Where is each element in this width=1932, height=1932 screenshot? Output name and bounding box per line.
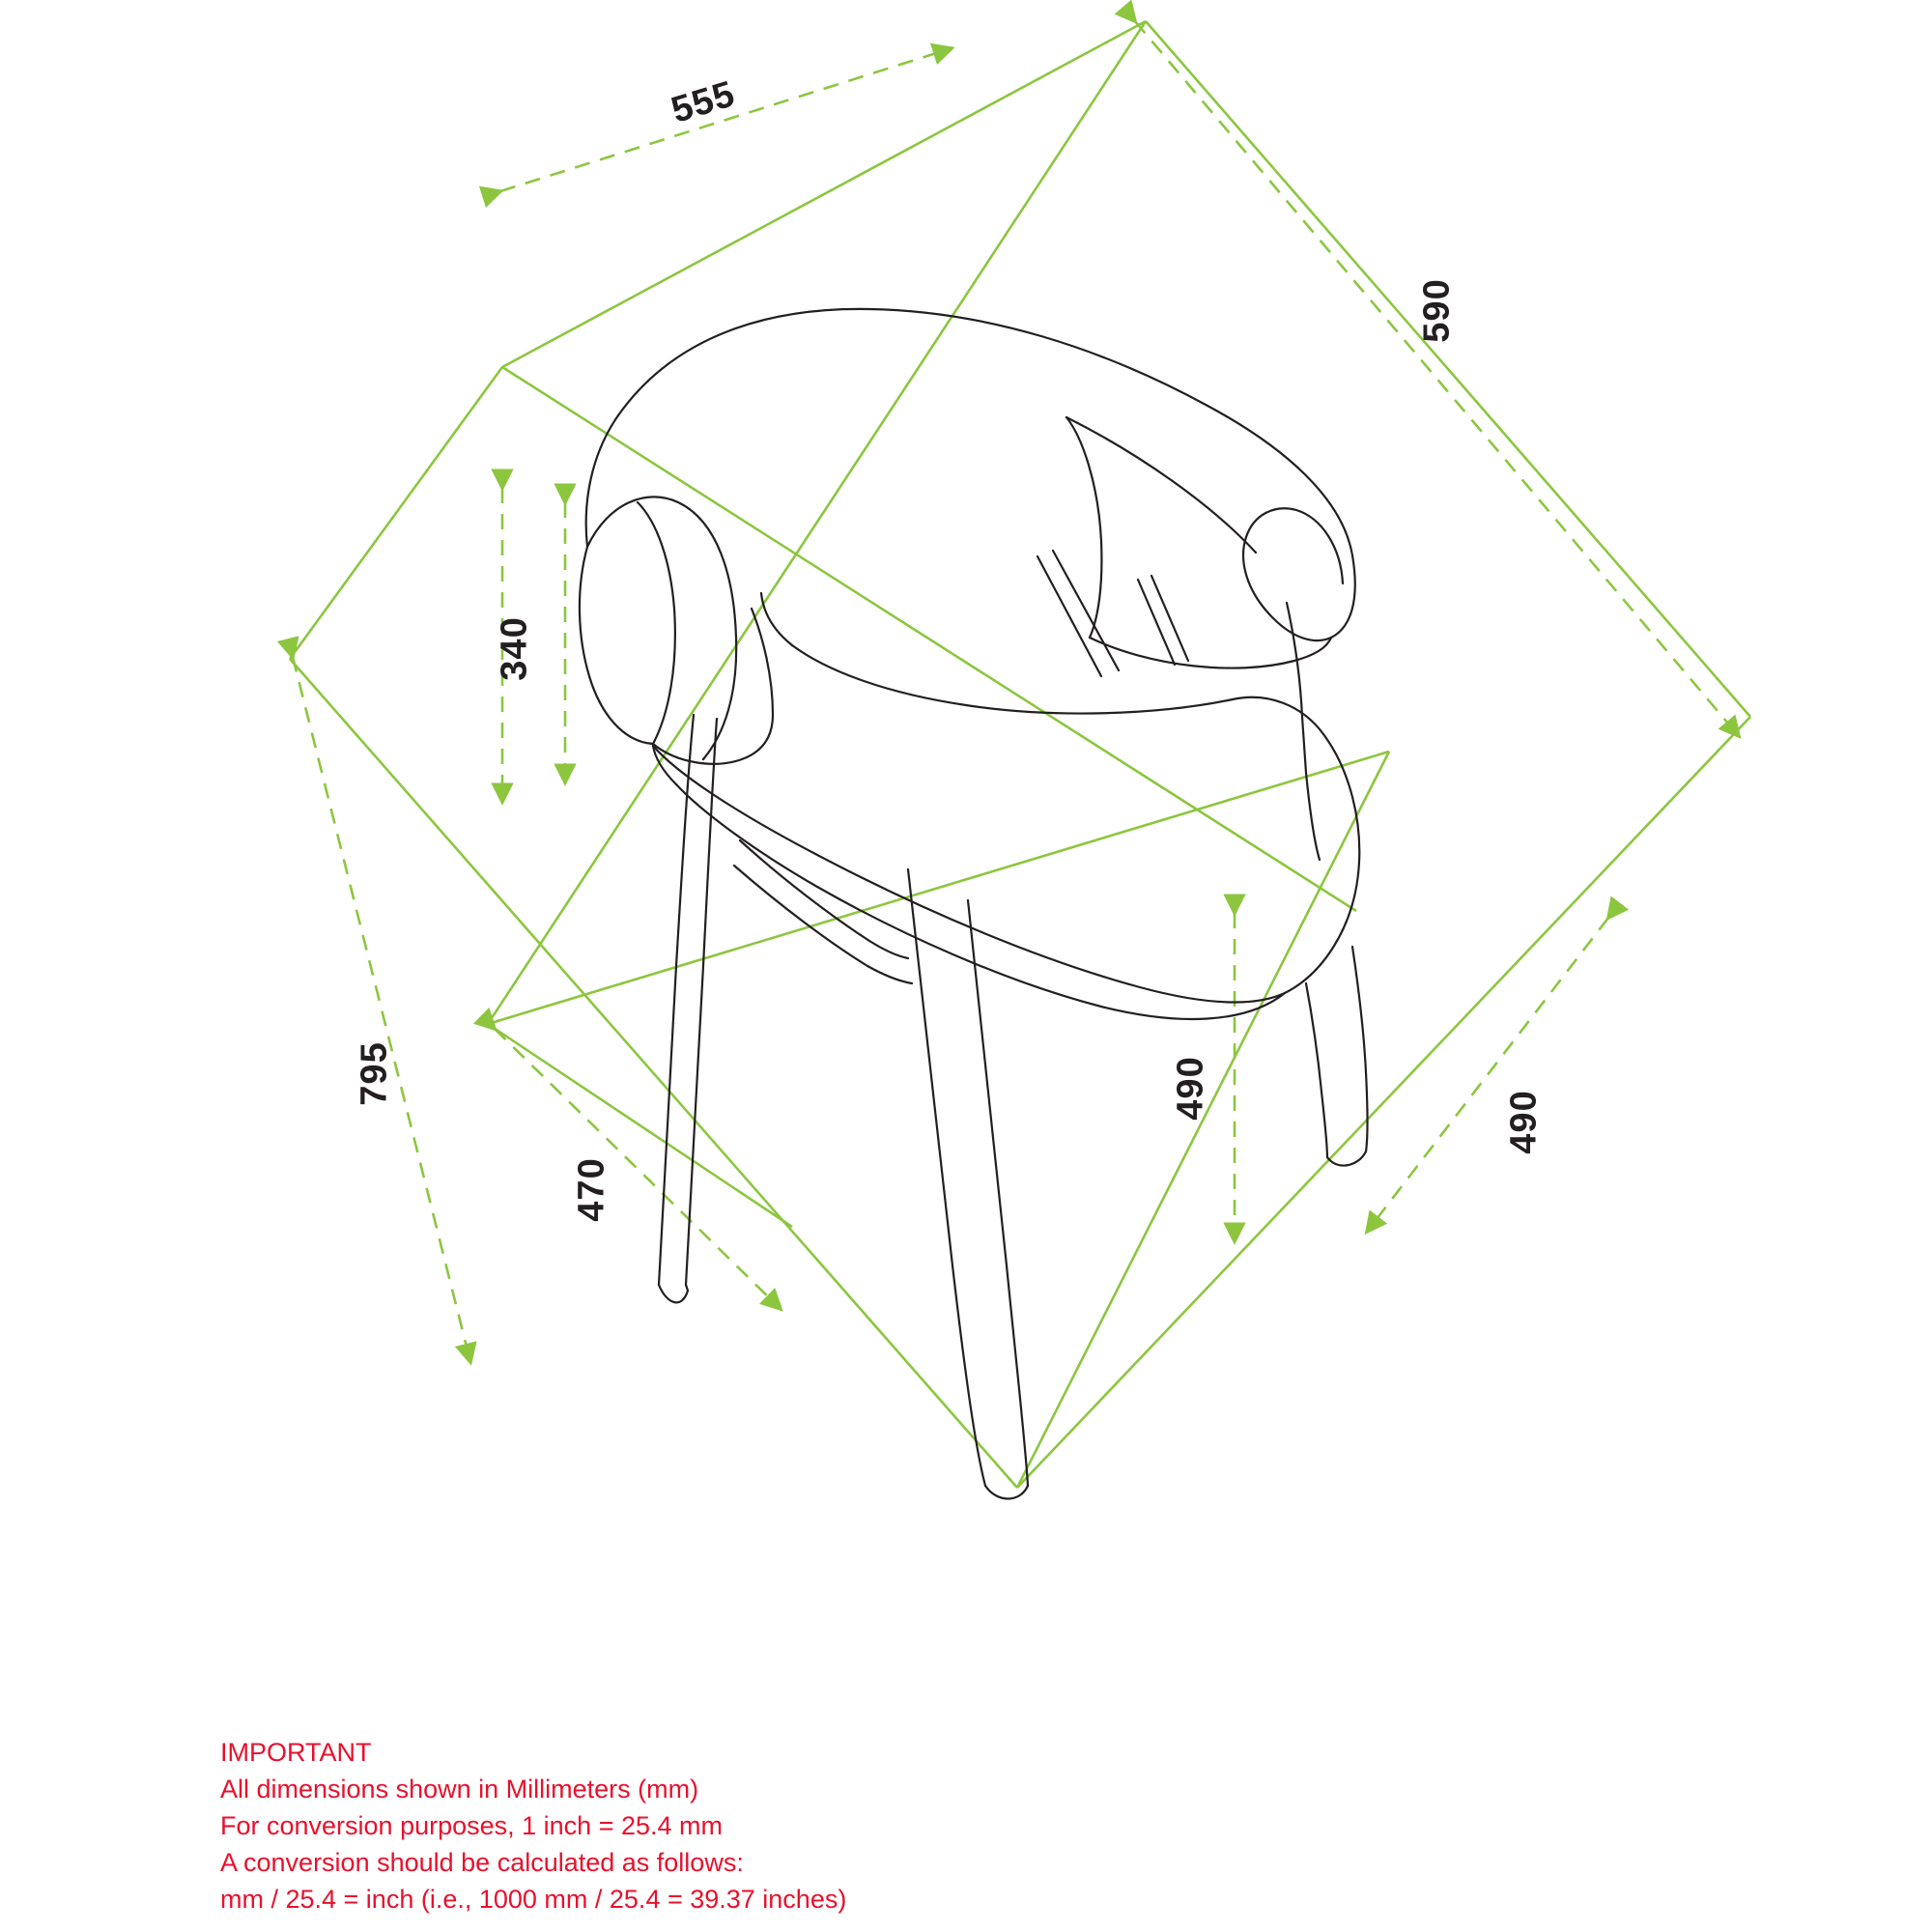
dimension-label-555: 555 (667, 73, 740, 131)
dimension-label-590: 590 (1416, 278, 1458, 343)
important-notes (220, 1734, 846, 1918)
chair-legs (659, 715, 1368, 1499)
chair-back-support-rails (1037, 551, 1320, 860)
notes-line-2: For conversion purposes, 1 inch = 25.4 mm (220, 1811, 724, 1840)
notes-line-4: mm / 25.4 = inch (i.e., 1000 mm / 25.4 = 39.37 inches) (220, 1885, 847, 1914)
chair-seat (653, 593, 1359, 1019)
dimension-label-490-depth: 490 (1503, 1090, 1545, 1154)
dimension-label-340: 340 (494, 616, 535, 681)
chair-left-arm (580, 497, 773, 763)
notes-line-3: A conversion should be calculated as follows: (220, 1848, 744, 1877)
chair-backrest (586, 309, 1355, 668)
notes-heading: IMPORTANT (220, 1738, 372, 1767)
notes-line-1: All dimensions shown in Millimeters (mm) (220, 1775, 699, 1804)
dimension-label-470: 470 (571, 1157, 612, 1222)
dimension-label-490-height: 490 (1170, 1056, 1211, 1121)
dimension-label-795: 795 (354, 1041, 395, 1106)
